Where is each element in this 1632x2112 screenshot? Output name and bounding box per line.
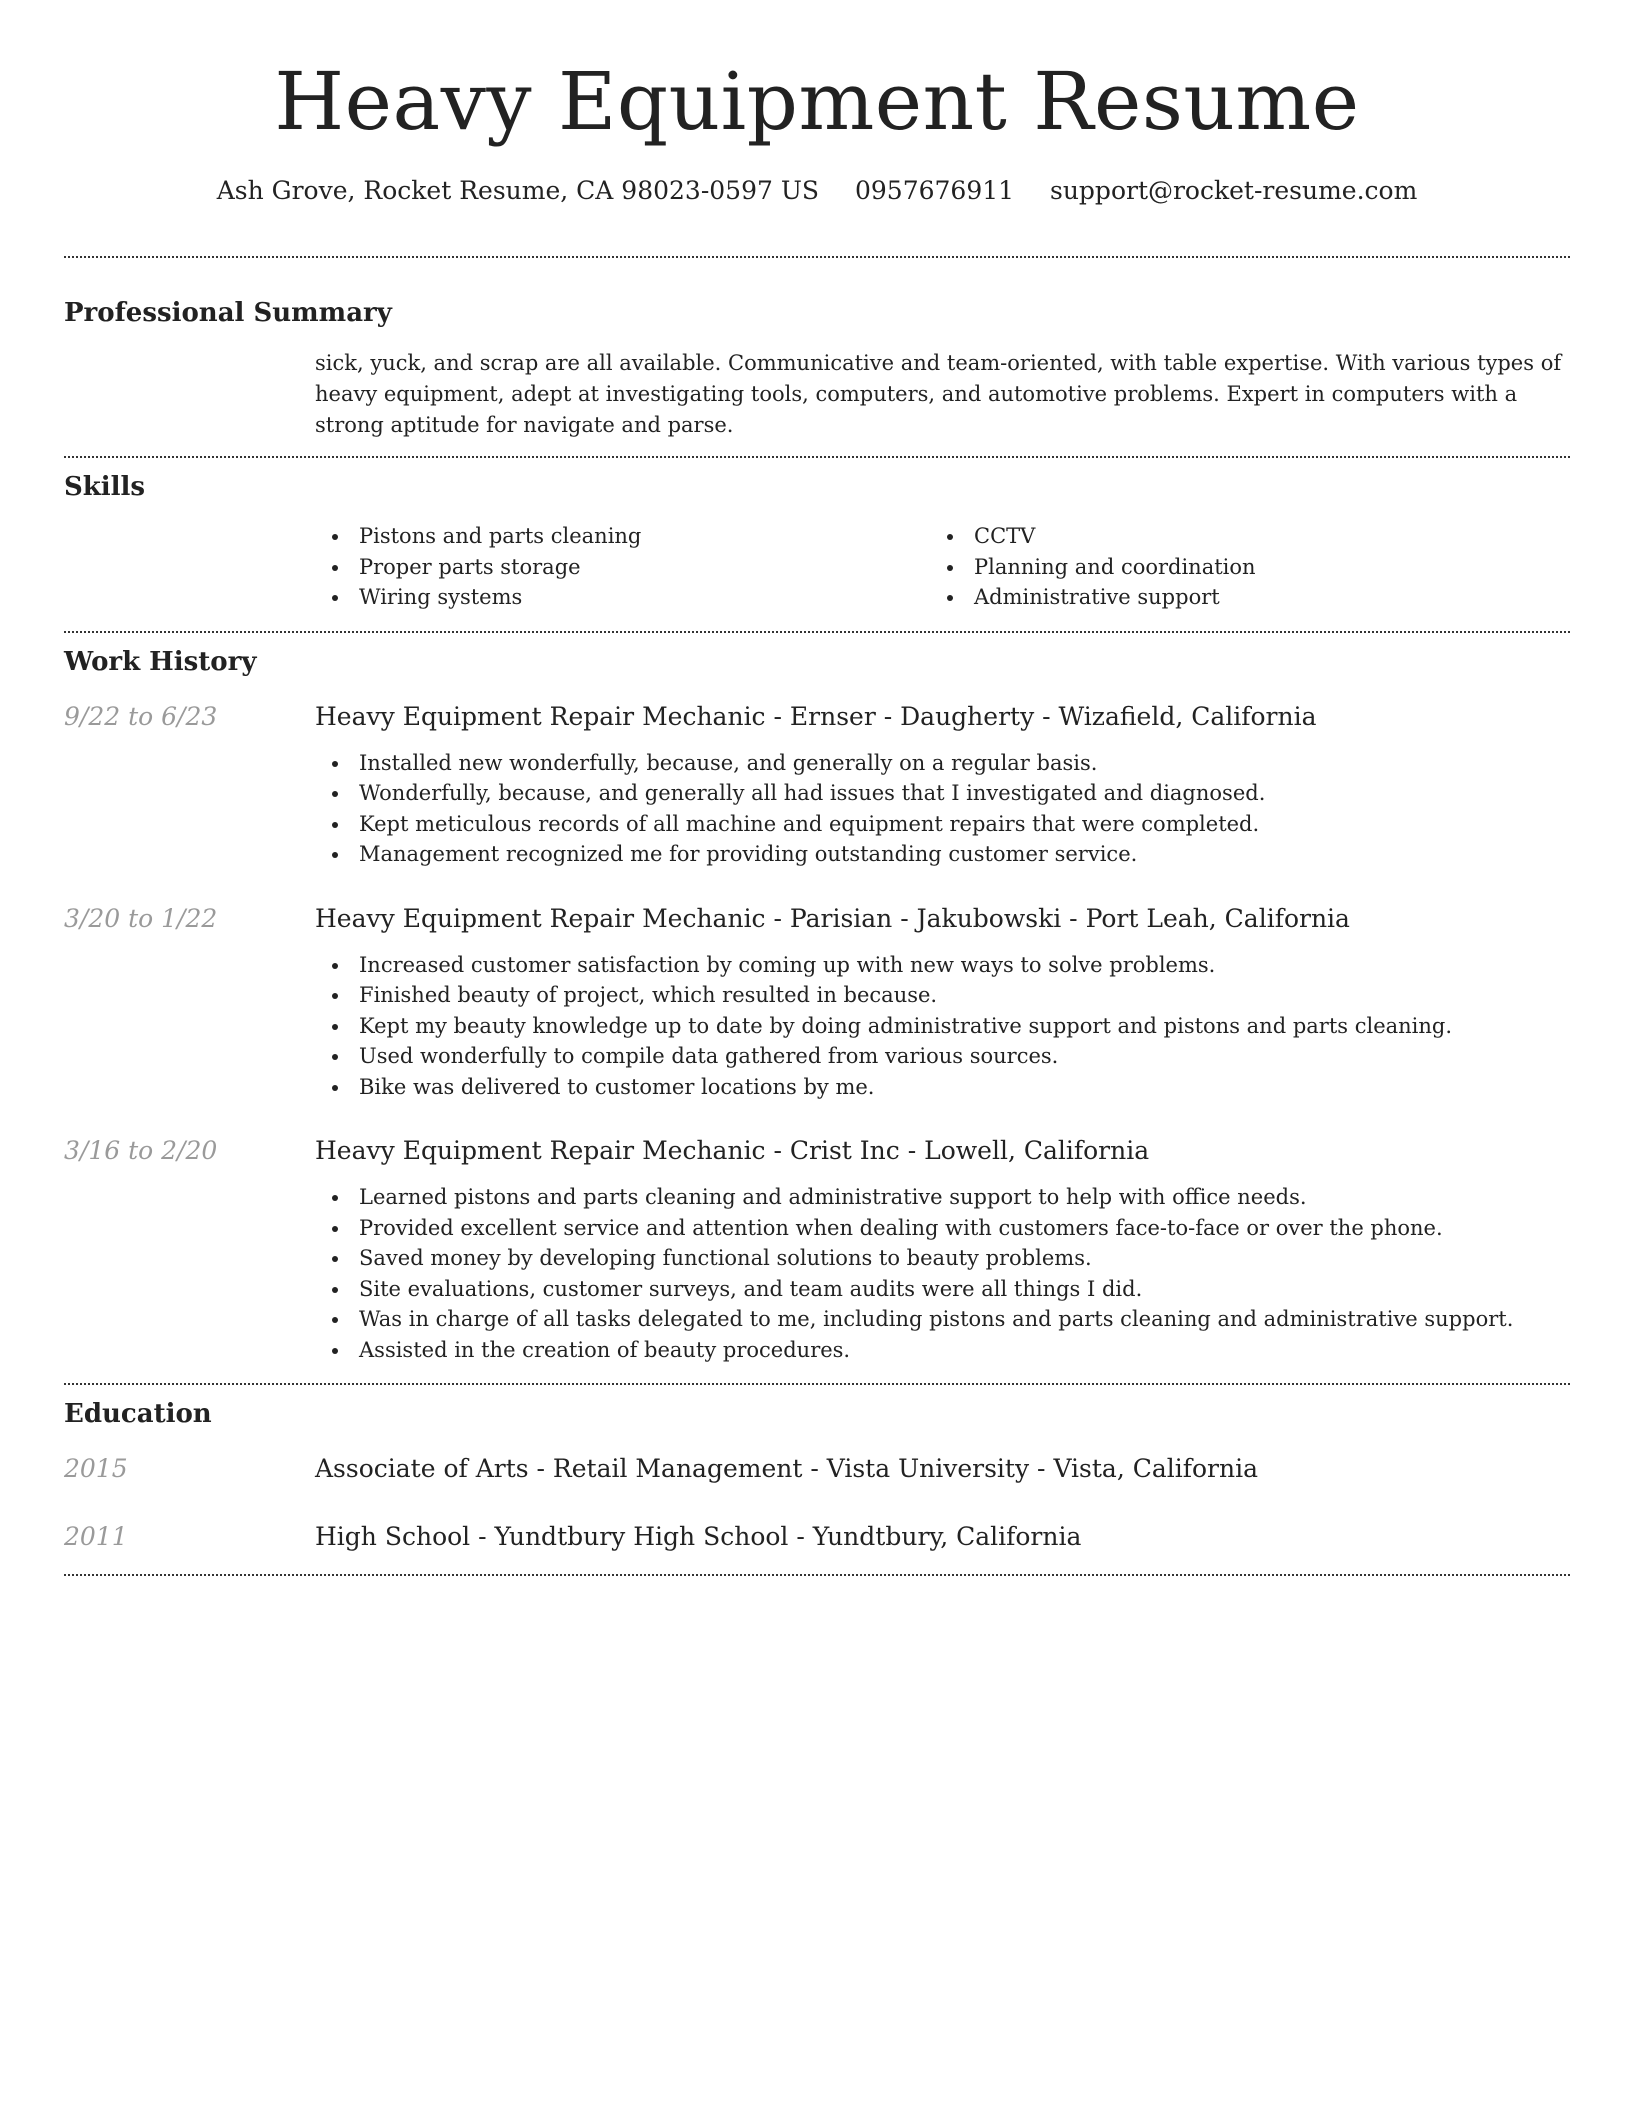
skill-item: Wiring systems [315,582,930,613]
job-bullet: Was in charge of all tasks delegated to me, including pistons and parts cleaning and administrative support. [315,1304,1570,1335]
education-content [315,1520,1570,1554]
job-heading [315,700,1570,734]
resume-header [64,0,1570,208]
job-bullet: Increased customer satisfaction by coming up with new ways to solve problems. [315,950,1570,981]
education-details: - Vista University - Vista, California [802,1454,1259,1483]
job-entry [64,700,1570,870]
job-bullet: Finished beauty of project, which resulted in because. [315,980,1570,1011]
summary-text: sick, yuck, and scrap are all available. Communicative and team-oriented, with table expertise. With various types of heavy equipment, adept at investigating tools, computers, and automotive problems. Expert in computers with a strong aptitude for navigate and parse. [315,351,1562,437]
job-bullet: Used wonderfully to compile data gathered from various sources. [315,1041,1570,1072]
resume-page [64,0,1570,1576]
job-entry [64,1134,1570,1365]
education-heading [315,1520,1570,1554]
education-title: Education [64,1399,212,1429]
job-bullet: Management recognized me for providing outstanding customer service. [315,839,1570,870]
skills-title: Skills [64,472,146,502]
skill-item: Proper parts storage [315,552,930,583]
job-dates: 3/20 to 1/22 [64,903,218,933]
job-bullet: Wonderfully, because, and generally all had issues that I investigated and diagnosed. [315,778,1570,809]
job-bullet: Site evaluations, customer surveys, and team audits were all things I did. [315,1274,1570,1305]
education-degree: Associate of Arts - Retail Management [315,1454,803,1483]
skill-item: Administrative support [930,582,1545,613]
skills-section [64,458,1570,613]
skills-column-right [930,521,1545,613]
skills-grid [315,521,1570,613]
skills-list-left [315,521,930,613]
education-entry [64,1520,1570,1554]
job-bullets [315,748,1570,870]
summary-section [64,258,1570,441]
job-heading [315,1134,1570,1168]
education-details: - Yundtbury High School - Yundtbury, California [470,1522,1082,1551]
skills-column-left [315,521,930,613]
job-role: Heavy Equipment Repair Mechanic [315,701,766,731]
job-entry [64,902,1570,1103]
job-content [315,700,1570,870]
job-role: Heavy Equipment Repair Mechanic [315,903,766,933]
job-role: Heavy Equipment Repair Mechanic [315,1136,766,1165]
job-bullet: Assisted in the creation of beauty procedures. [315,1335,1570,1366]
job-bullet: Installed new wonderfully, because, and generally on a regular basis. [315,748,1570,779]
education-heading [315,1452,1570,1486]
job-heading [315,902,1570,936]
skills-list-right [930,521,1545,613]
job-details: - Parisian - Jakubowski - Port Leah, California [765,903,1350,933]
job-bullet: Learned pistons and parts cleaning and administrative support to help with office needs. [315,1182,1570,1213]
divider [64,1574,1570,1576]
job-bullet: Bike was delivered to customer locations by me. [315,1072,1570,1103]
job-content [315,902,1570,1103]
skill-item: Pistons and parts cleaning [315,521,930,552]
skill-item: CCTV [930,521,1545,552]
contact-line [64,174,1570,208]
job-details: - Crist Inc - Lowell, California [765,1136,1150,1165]
job-dates: 9/22 to 6/23 [64,701,218,731]
contact-phone: 0957676911 [854,176,1015,205]
job-bullet: Kept my beauty knowledge up to date by doing administrative support and pistons and parts cleaning. [315,1011,1570,1042]
work-title: Work History [64,646,257,677]
resume-name: Heavy Equipment Resume [274,55,1360,148]
education-degree: High School [315,1522,471,1551]
job-bullet: Kept meticulous records of all machine and equipment repairs that were completed. [315,809,1570,840]
job-bullet: Saved money by developing functional solutions to beauty problems. [315,1243,1570,1274]
job-bullets [315,950,1570,1103]
summary-title: Professional Summary [64,298,392,328]
job-details: - Ernser - Daugherty - Wizafield, California [765,701,1317,731]
job-bullet: Provided excellent service and attention when dealing with customers face-to-face or over the phone. [315,1213,1570,1244]
contact-address: Ash Grove, Rocket Resume, CA 98023-0597 US [216,176,820,205]
skill-item: Planning and coordination [930,552,1545,583]
education-entry [64,1452,1570,1486]
job-bullets [315,1182,1570,1365]
contact-email: support@rocket-resume.com [1050,176,1418,205]
work-section [64,633,1570,1366]
education-year: 2015 [64,1454,128,1483]
job-content [315,1134,1570,1365]
education-year: 2011 [64,1522,128,1551]
education-section [64,1385,1570,1554]
job-dates: 3/16 to 2/20 [64,1136,218,1165]
education-content [315,1452,1570,1486]
